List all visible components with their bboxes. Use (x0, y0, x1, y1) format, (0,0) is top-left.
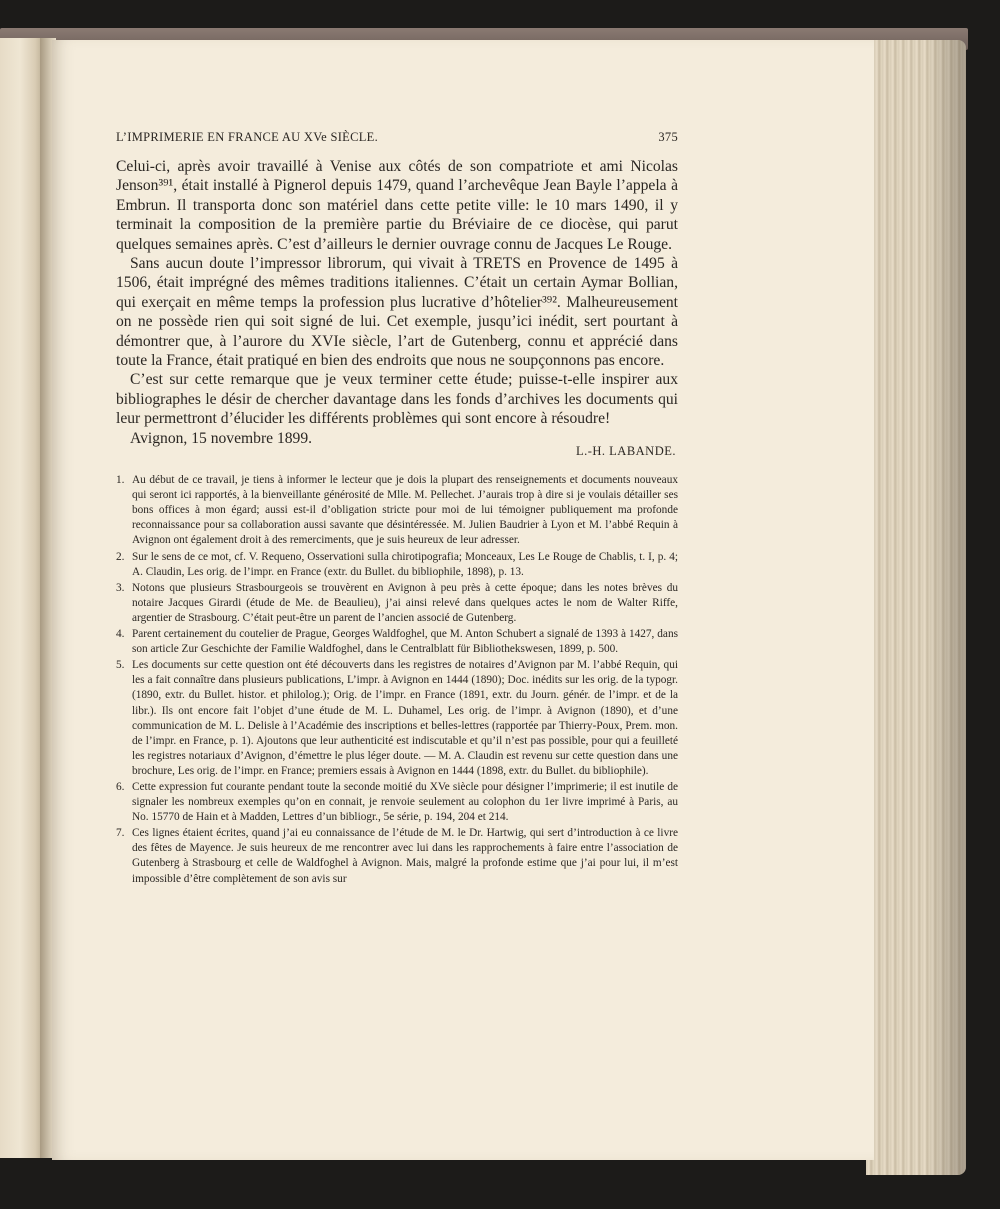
footnote-text: Sur le sens de ce mot, cf. V. Requeno, Osservationi sulla chirotipografia; Monceaux, Les Le Rouge de Chablis, t. I, p. 4; A. Claudin, Les orig. de l’impr. en France (extr. du Bullet. du bibliophile, 1898), p. 13. (132, 550, 678, 578)
footnote-number: 4. (116, 628, 125, 641)
paragraph: Sans aucun doute l’impressor librorum, qui vivait à TRETS en Provence de 1495 à 1506, était imprégné des mêmes traditions italiennes. C’était un certain Aymar Bollian, qui exerçait en même temps la profession plus lucrative d’hôtelier³⁹². Malheureusement on ne possède rien qui soit signé de lui. Cet exemple, jusqu’ici inédit, sert pourtant à démontrer que, à l’aurore du XVIe siècle, l’art de Gutenberg, connu et apprécié dans toute la France, était pratiqué en bien des endroits que nous ne soupçonnons pas encore. (116, 255, 678, 370)
footnote-text: Les documents sur cette question ont été découverts dans les registres de notaires d’Avignon par M. l’abbé Requin, qui les a fait connaître dans plusieurs publications, L’impr. à Avignon en 1444 (1890); Doc. inédits sur les orig. de la typogr. (1890, extr. du Bullet. histor. et philolog.); Orig. de l’impr. en France (1891, extr. du Journ. génér. de l’impr. et de la libr.). Ils ont encore fait l’objet d’une étude de M. L. Duhamel, Les orig. de l’impr. à Avignon (1890), et d’une communication de M. L. Delisle à l’Académie des inscriptions et belles-lettres (rapportée par Thierry-Poux, Prem. mon. de l’impr. en France, p. 1). Ajoutons que leur authenticité est indiscutable et qu’il n’est pas possible, pour qui a feuilleté les registres notariaux d’Avignon, d’émettre le plus léger doute. — M. A. Claudin est revenu sur cette question dans une brochure, Les orig. de l’impr. en France; premiers essais à Avignon en 1444 (1898, extr. du Bullet. du bibliophile). (132, 659, 678, 777)
paragraph: C’est sur cette remarque que je veux terminer cette étude; puisse-t-elle inspirer aux bibliographes le désir de chercher davantage dans les fonds d’archives les documents qui leur permettront d’élucider les différents problèmes qui sont encore à résoudre! (116, 371, 678, 428)
footnote-number: 3. (116, 581, 125, 594)
book-page (52, 40, 874, 1160)
running-head (116, 130, 678, 145)
running-head-title: L’IMPRIMERIE EN FRANCE AU XVe SIÈCLE. (116, 130, 379, 144)
paragraph: Celui-ci, après avoir travaillé à Venise aux côtés de son compatriote et ami Nicolas Jenson³⁹¹, était installé à Pignerol depuis 1479, quand l’archevêque Jean Bayle l’appela à Embrun. Il transporta donc son matériel dans cette petite ville: le 10 mars 1490, il y terminait la composition de la première partie du Bréviaire de ce diocèse, qui parut quelques semaines après. C’est d’ailleurs le dernier ouvrage connu de Jacques Le Rouge. (116, 158, 678, 253)
footnote (116, 550, 678, 580)
footnote-number: 2. (116, 550, 125, 563)
footnote (116, 658, 678, 779)
footnote-number: 7. (116, 827, 125, 840)
footnote-number: 5. (116, 659, 125, 672)
page-block-edges (866, 40, 966, 1175)
footnote-text: Au début de ce travail, je tiens à informer le lecteur que je dois la plupart des renseignements et documents nouveaux qui seront ici rapportés, à la bienveillante générosité de Mlle. M. Pellechet. J’aurais trop à dire si je voulais détailler ses bons offices à mon égard; aussi est-il d’obligation stricte pour moi de lui témoigner publiquement ma profonde reconnaissance pour sa collaboration aussi savante que désintéressée. M. Julien Baudrier à Lyon et M. l’abbé Requin à Avignon ont également droit à des remerciments, que je suis heureux de leur adresser. (132, 474, 678, 547)
footnote-text: Cette expression fut courante pendant toute la seconde moitié du XVe siècle pour désigner l’imprimerie; il est inutile de signaler les nombreux exemples qu’on en connait, je renvoie seulement au colophon du 1er livre imprimé à Paris, au No. 15770 de Hain et à Madden, Lettres d’un bibliogr., 5e série, p. 194, 204 et 214. (132, 780, 678, 824)
footnote (116, 581, 678, 626)
left-page-edge (0, 38, 44, 1158)
footnote (116, 826, 678, 886)
footnote-text: Ces lignes étaient écrites, quand j’ai eu connaissance de l’étude de M. le Dr. Hartwig, qui sert d’introduction à ce livre des fêtes de Mayence. Je suis heureux de me rencontrer avec lui dans les rapprochements à faire entre l’association de Gutenberg à Strasbourg et celle de Waldfoghel à Avignon. Mais, malgré la profonde estime que j’ai pour lui, il m’est impossible d’être complètement de son avis sur (132, 827, 678, 885)
footnote-number: 6. (116, 780, 125, 793)
author-signature: L.-H. LABANDE. (575, 444, 676, 459)
text-block (116, 130, 678, 888)
footnote (116, 627, 678, 657)
footnote-number: 1. (116, 474, 125, 487)
footnote-text: Notons que plusieurs Strasbourgeois se trouvèrent en Avignon à peu près à cette époque; dans les notes brèves du notaire Jacques Girardi (étude de Me. de Beaulieu), j’ai ainsi relevé dans quelques actes le nom de Walter Riffe, argentier de Strasbourg. C’était peut-être un parent de l’ancien associé de Gutenberg. (132, 581, 678, 624)
main-text (116, 157, 678, 448)
dateline: Avignon, 15 novembre 1899. (130, 429, 313, 447)
footnote-text: Parent certainement du coutelier de Prague, Georges Waldfoghel, que M. Anton Schubert a signalé de 1393 à 1427, dans son article Zur Geschichte der Familie Waldfoghel, dans le Centralblatt für Bibliothekswesen, 1899, p. 500. (132, 628, 678, 656)
footnote (116, 473, 678, 548)
footnote (116, 780, 678, 825)
footnotes (116, 473, 678, 887)
page-number: 375 (658, 130, 678, 144)
